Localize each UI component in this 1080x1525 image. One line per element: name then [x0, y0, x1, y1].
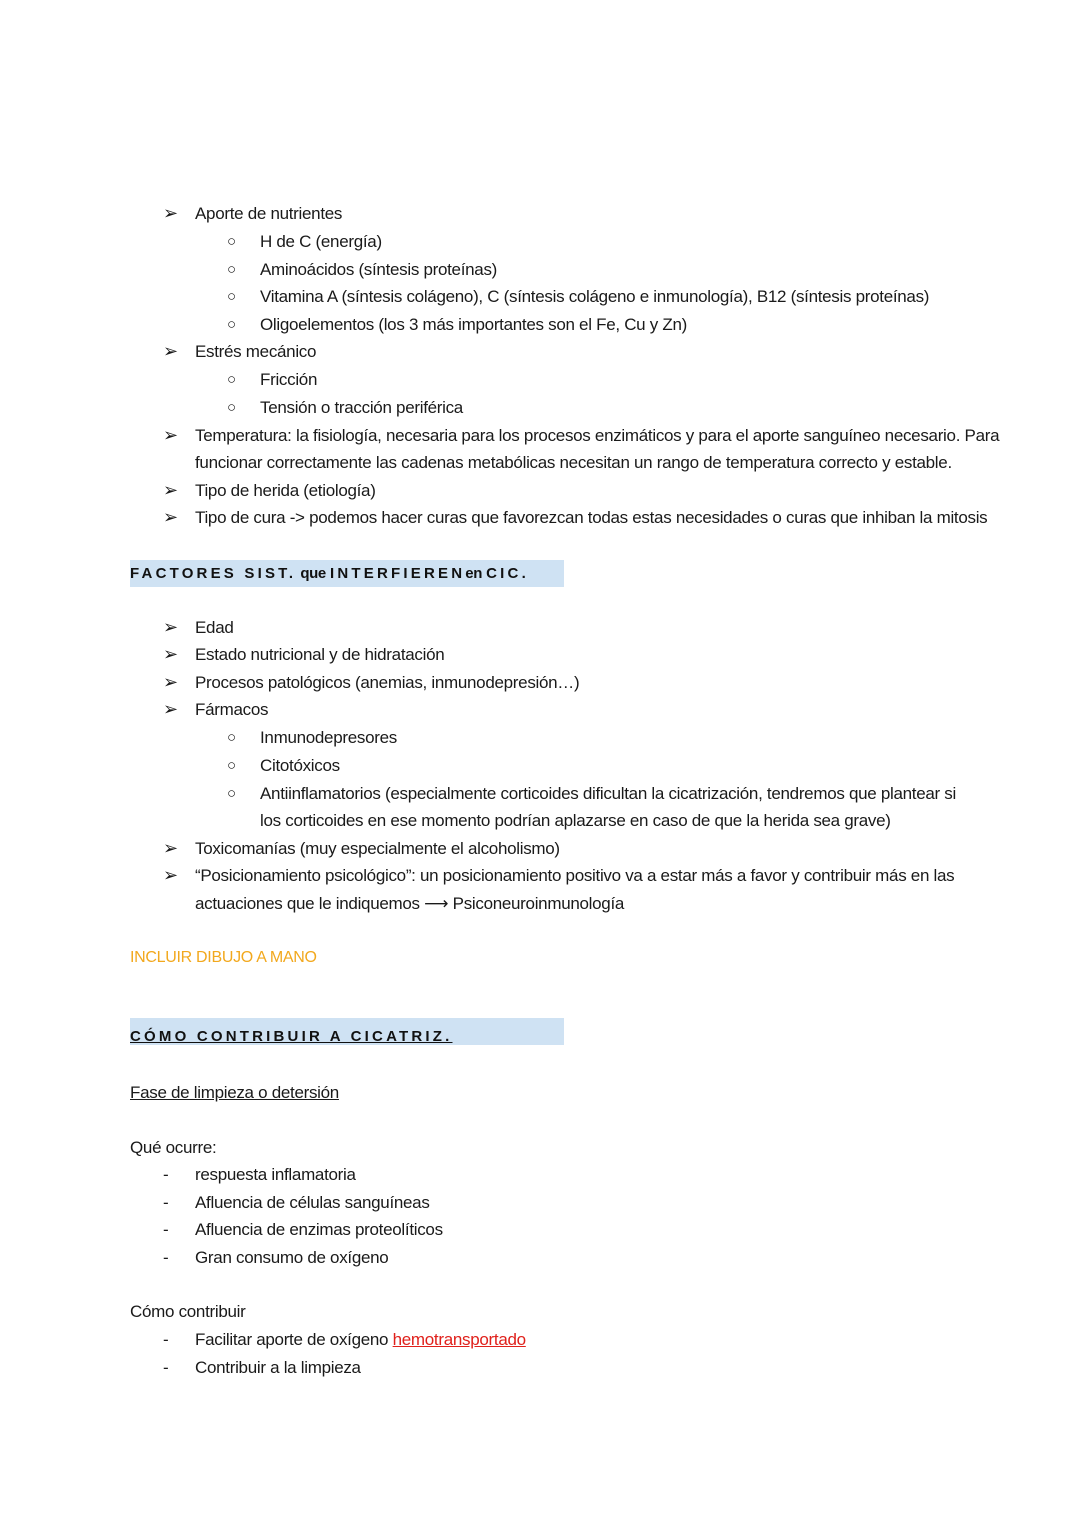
section-heading-contribute: CÓMO CONTRIBUIR A CICATRIZ.	[130, 1028, 453, 1045]
list-item: “Posicionamiento psicológico”: un posicionamiento positivo va a estar más a favor y contribuir más en las	[195, 866, 955, 885]
how-to-contribute-label: Cómo contribuir	[130, 1302, 246, 1321]
dash-bullet-icon: -	[163, 1220, 169, 1239]
list-item: Estrés mecánico	[195, 342, 317, 361]
list-item: Procesos patológicos (anemias, inmunodepresión…)	[195, 673, 580, 692]
arrow-bullet-icon: ➢	[163, 480, 179, 500]
circle-bullet-icon: ○	[227, 399, 237, 416]
circle-bullet-icon: ○	[227, 288, 237, 305]
sub-list-item: Aminoácidos (síntesis proteínas)	[260, 260, 498, 279]
arrow-bullet-icon: ➢	[163, 644, 179, 664]
heading-part: que	[300, 565, 326, 582]
handdrawing-note: INCLUIR DIBUJO A MANO	[130, 949, 317, 966]
arrow-bullet-icon: ➢	[163, 507, 179, 527]
circle-bullet-icon: ○	[227, 233, 237, 250]
list-item-text: Facilitar aporte de oxígeno	[195, 1330, 393, 1349]
list-item: Edad	[195, 618, 234, 637]
circle-bullet-icon: ○	[227, 729, 237, 746]
sub-list-item: Antiinflamatorios (especialmente corticoides dificultan la cicatrización, tendremos que plantear si	[260, 784, 956, 803]
arrow-bullet-icon: ➢	[163, 425, 179, 445]
list-item: Gran consumo de oxígeno	[195, 1248, 389, 1267]
phase-title: Fase de limpieza o detersión	[130, 1083, 339, 1102]
list-item: Tipo de herida (etiología)	[195, 481, 376, 500]
heading-part: en	[465, 565, 482, 582]
circle-bullet-icon: ○	[227, 785, 237, 802]
section-heading-systemic-factors	[130, 560, 529, 587]
hemotransportado-link[interactable]: hemotransportado	[392, 1330, 526, 1349]
sub-list-item: Fricción	[260, 370, 318, 389]
list-item-continuation: funcionar correctamente las cadenas metabólicas necesitan un rango de temperatura correcto y estable.	[195, 453, 952, 472]
dash-bullet-icon: -	[163, 1248, 169, 1267]
list-item	[195, 1326, 526, 1353]
list-item: respuesta inflamatoria	[195, 1165, 356, 1184]
sub-list-item-continuation: los corticoides en ese momento podrían aplazarse en caso de que la herida sea grave)	[260, 811, 891, 830]
dash-bullet-icon: -	[163, 1193, 169, 1212]
circle-bullet-icon: ○	[227, 757, 237, 774]
list-item: Estado nutricional y de hidratación	[195, 645, 445, 664]
dash-bullet-icon: -	[163, 1358, 169, 1377]
heading-part: INTERFIEREN	[330, 565, 466, 582]
dash-bullet-icon: -	[163, 1330, 169, 1349]
what-happens-label: Qué ocurre:	[130, 1138, 217, 1157]
heading-part: FACTORES SIST.	[130, 565, 297, 582]
circle-bullet-icon: ○	[227, 261, 237, 278]
sub-list-item: Tensión o tracción periférica	[260, 398, 463, 417]
arrow-bullet-icon: ➢	[163, 203, 179, 223]
sub-list-item: H de C (energía)	[260, 232, 382, 251]
list-item: Contribuir a la limpieza	[195, 1358, 361, 1377]
arrow-bullet-icon: ➢	[163, 672, 179, 692]
sub-list-item: Citotóxicos	[260, 756, 340, 775]
list-item-continuation: actuaciones que le indiquemos ⟶ Psiconeuroinmunología	[195, 894, 625, 913]
sub-list-item: Inmunodepresores	[260, 728, 397, 747]
list-item: Tipo de cura -> podemos hacer curas que favorezcan todas estas necesidades o curas que inhiban la mitosis	[195, 508, 988, 527]
arrow-bullet-icon: ➢	[163, 838, 179, 858]
sub-list-item: Vitamina A (síntesis colágeno), C (síntesis colágeno e inmunología), B12 (síntesis proteínas)	[260, 287, 930, 306]
heading-part: CIC.	[486, 565, 529, 582]
list-item: Toxicomanías (muy especialmente el alcoholismo)	[195, 839, 560, 858]
list-item: Temperatura: la fisiología, necesaria para los procesos enzimáticos y para el aporte sanguíneo necesario. Para	[195, 426, 1000, 445]
list-item: Fármacos	[195, 700, 269, 719]
sub-list-item: Oligoelementos (los 3 más importantes son el Fe, Cu y Zn)	[260, 315, 687, 334]
dash-bullet-icon: -	[163, 1165, 169, 1184]
arrow-bullet-icon: ➢	[163, 617, 179, 637]
circle-bullet-icon: ○	[227, 316, 237, 333]
list-item: Afluencia de enzimas proteolíticos	[195, 1220, 443, 1239]
arrow-bullet-icon: ➢	[163, 865, 179, 885]
list-item: Aporte de nutrientes	[195, 204, 343, 223]
circle-bullet-icon: ○	[227, 371, 237, 388]
list-item: Afluencia de células sanguíneas	[195, 1193, 430, 1212]
arrow-bullet-icon: ➢	[163, 699, 179, 719]
arrow-bullet-icon: ➢	[163, 341, 179, 361]
